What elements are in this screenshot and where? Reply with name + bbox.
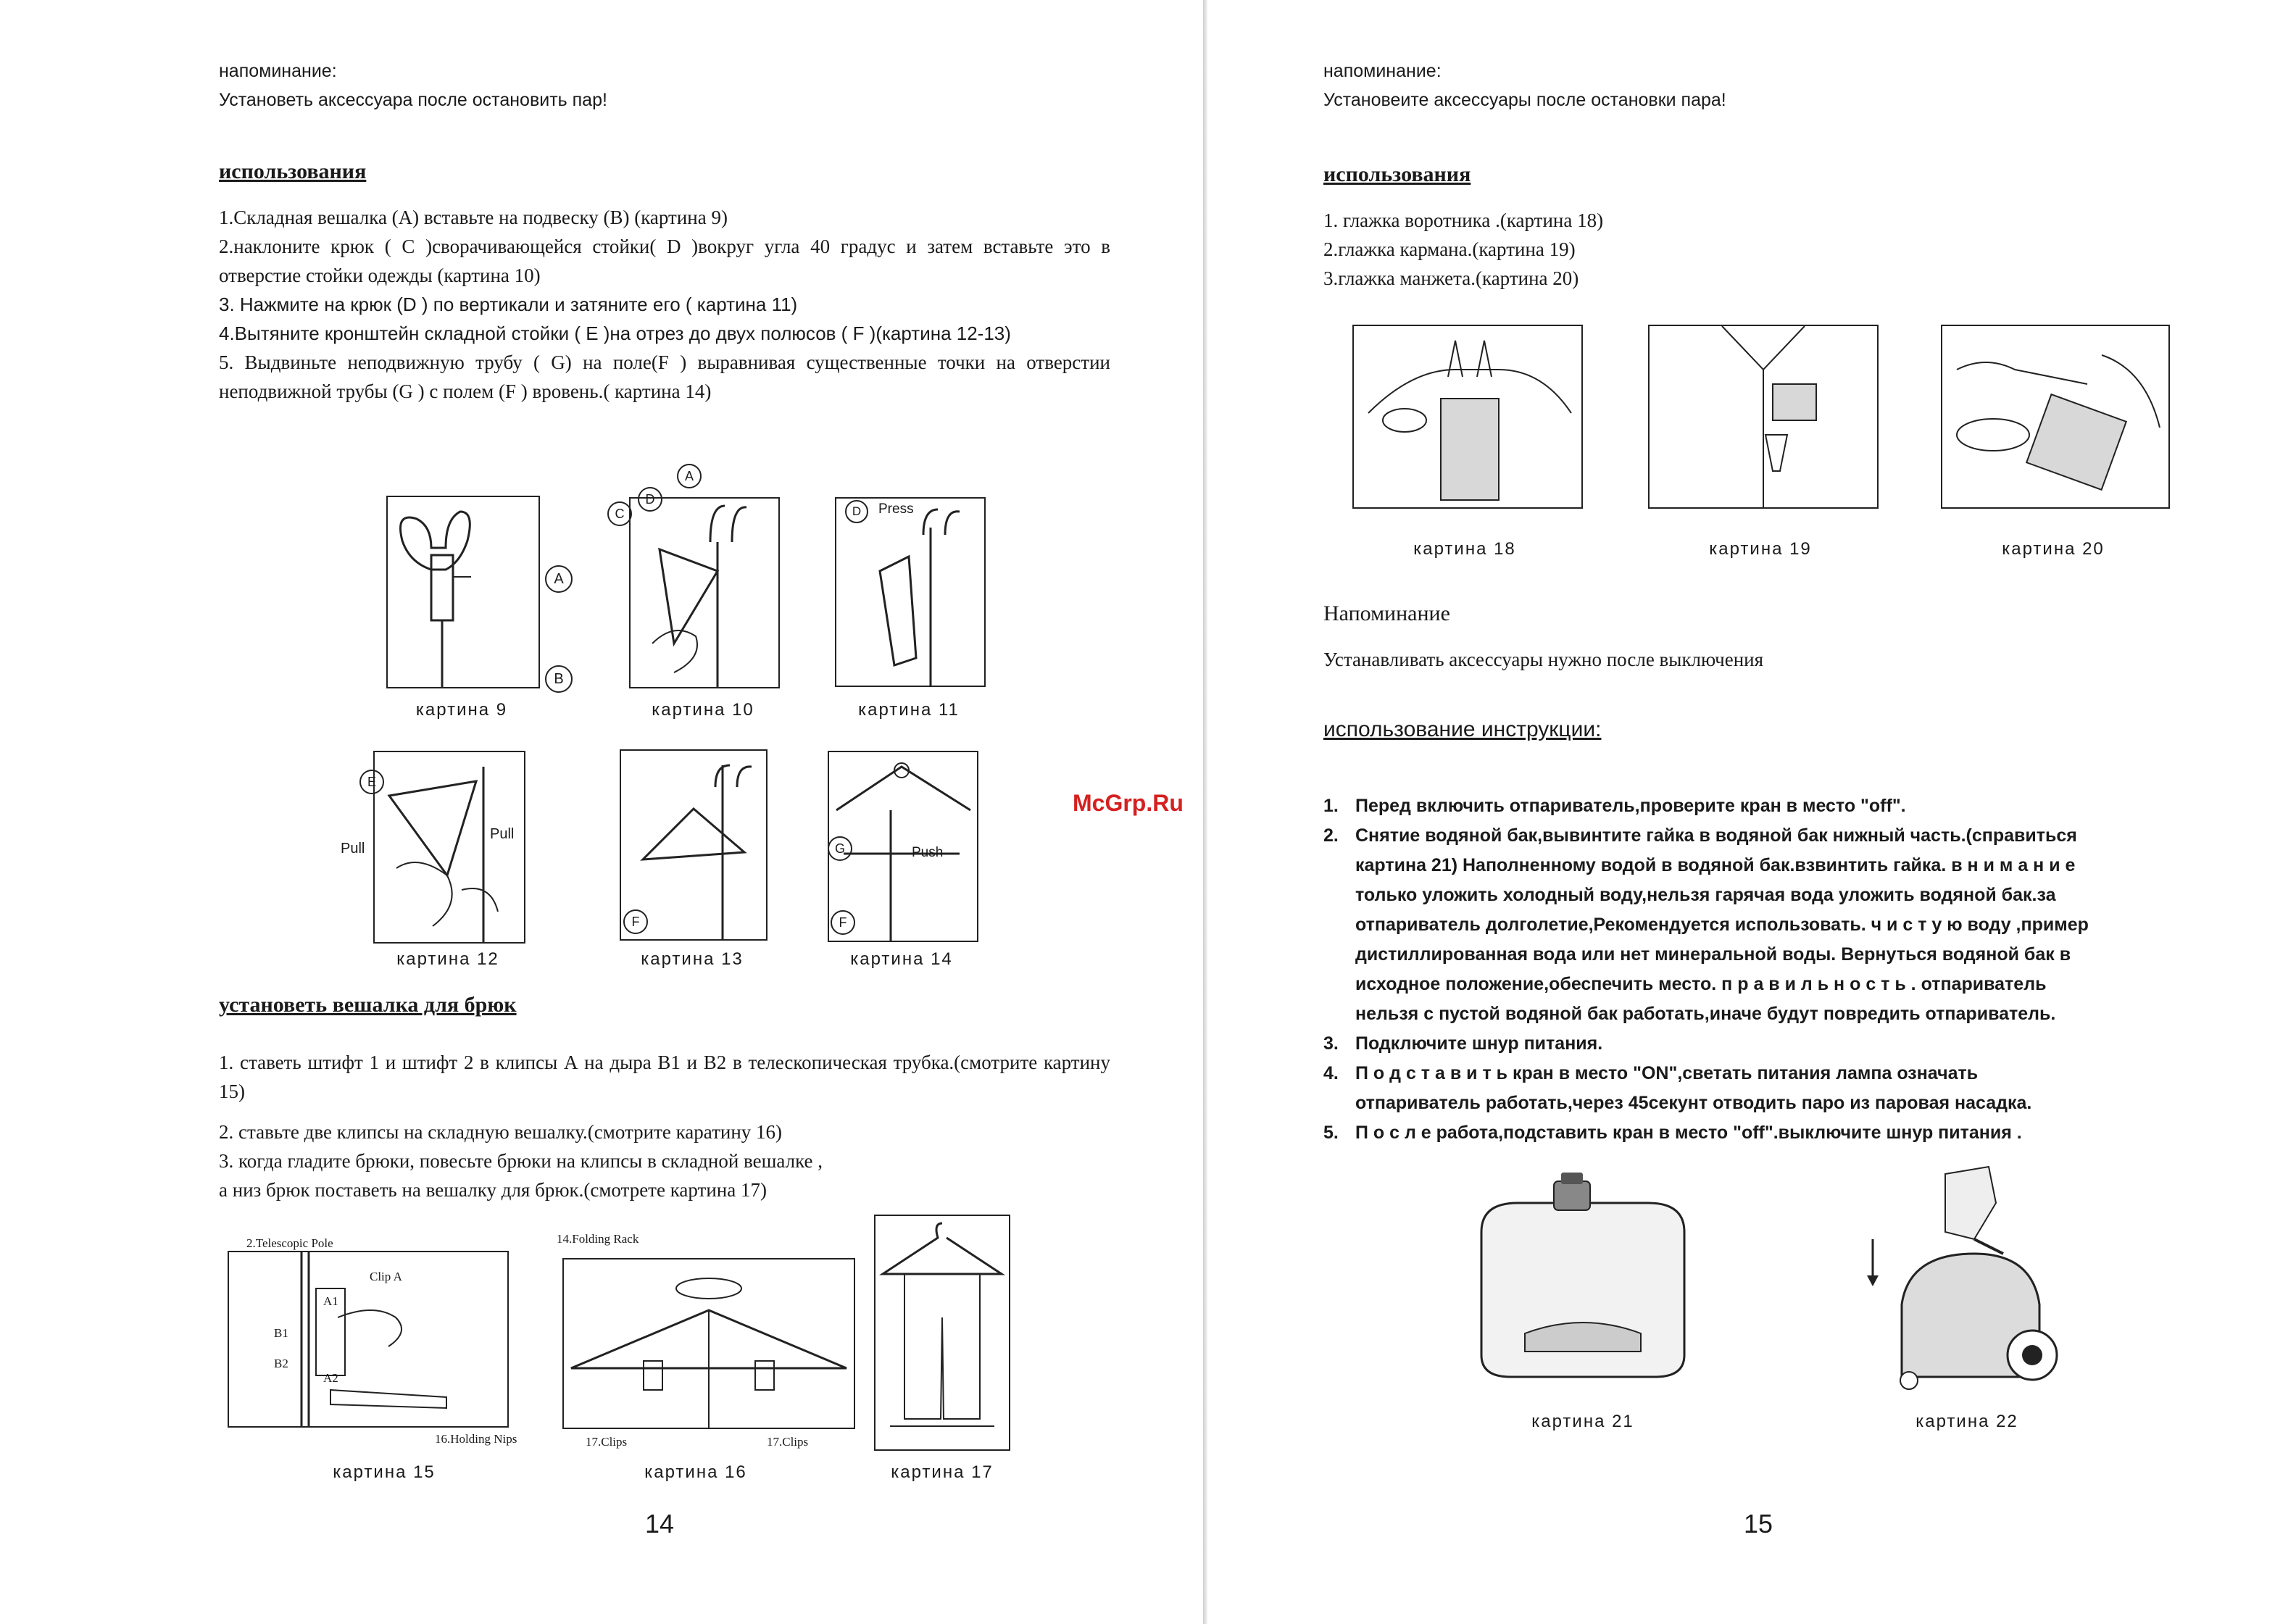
caption-fig11: картина 11: [858, 700, 960, 720]
left-steps: [219, 203, 1110, 406]
label-f-fig13: F: [623, 909, 648, 934]
instructions-list: [1323, 791, 2237, 1148]
left-step-5: 5. Выдвиньте неподвижную трубу ( G) на поле(F ) выравнивая существенные точки на отверстии неподвижной трубы (G ) с полем (F ) вровень.( картина 14): [219, 351, 1110, 402]
left-reminder: [219, 57, 871, 114]
label-holding-nips: 16.Holding Nips: [435, 1432, 517, 1446]
instruction-5: 5. П о с л е работа,подставить кран в место "off".выключите шнур питания .: [1323, 1123, 2022, 1143]
figure-22: [1829, 1159, 2090, 1399]
left-step-1: 1.Складная вешалка (А) вставьте на подвеску (В) (картина 9): [219, 207, 728, 228]
right-steps: [1323, 206, 1831, 293]
label-pull-right: Pull: [490, 826, 515, 842]
figure-12: [373, 751, 525, 944]
left-step-2: 2.наклоните крюк ( С )сворачивающейся стойки( D )вокруг угла 40 градус и затем вставьте это в отверстие стойки одежды (картина 10): [219, 236, 1110, 286]
folding-rack-clips-illustration: [564, 1259, 854, 1428]
label-d-fig10: D: [638, 487, 662, 512]
caption-fig14: картина 14: [850, 949, 953, 969]
label-e-fig12: E: [359, 770, 384, 794]
figure-17: [874, 1215, 1010, 1451]
left-reminder-title: напоминание:: [219, 61, 337, 81]
right-step-3: 3.глажка манжета.(картина 20): [1323, 267, 1579, 289]
right-usage-heading: использования: [1323, 162, 1471, 186]
label-clips-left: 17.Clips: [586, 1435, 628, 1449]
right-reminder-text: Установеите аксессуары после остановки пара!: [1323, 90, 1726, 110]
trousers-heading: установеть вешалка для брюк: [219, 993, 517, 1017]
label-d-fig11: D: [845, 500, 868, 523]
figure-16: [562, 1258, 855, 1429]
trousers-step-1: 1. ставеть штифт 1 и штифт 2 в клипсы А на дыра В1 и В2 в телескопическая трубка.(смотрите картину 15): [219, 1052, 1110, 1102]
water-tank-illustration: [1467, 1167, 1699, 1384]
trousers-step-2: 2. ставьте две клипсы на складную вешалку.(смотрите каратину 16): [219, 1121, 783, 1143]
label-a2: A2: [323, 1371, 338, 1385]
left-step-4: 4.Вытяните кронштейн складной стойки ( Е )на отрез до двух полюсов ( F )(картина 12-13): [219, 322, 1011, 344]
figure-15: [228, 1251, 509, 1428]
instruction-4: 4. П о д с т а в и т ь кран в место "ON",светать питания лампа означать отпариватель работать,через 45секунт отводить паро из паровая насадка.: [1323, 1063, 2032, 1113]
right-page: [1206, 0, 2296, 1624]
label-telescopic-pole: 2.Telescopic Pole: [246, 1236, 333, 1250]
caption-fig10: картина 10: [652, 700, 754, 720]
label-f-fig14: F: [831, 910, 855, 935]
trousers-steps-rest: [219, 1117, 1110, 1204]
caption-fig20: картина 20: [2002, 539, 2105, 559]
figure-11: [835, 497, 986, 687]
figure-21: [1467, 1167, 1699, 1384]
instruction-3: 3. Подключите шнур питания.: [1323, 1033, 1603, 1054]
figure-18: [1352, 325, 1583, 509]
figure-19: [1648, 325, 1879, 509]
label-a-fig9: A: [545, 565, 573, 593]
figure-20: [1941, 325, 2170, 509]
folded-rack-illustration: [621, 751, 766, 939]
collar-ironing-illustration: [1354, 326, 1581, 507]
label-a-fig10: A: [677, 464, 702, 488]
caption-fig16: картина 16: [644, 1462, 747, 1482]
instruction-2: 2. Снятие водяной бак,вывинтите гайка в водяной бак нижный часть.(справиться картина 21) Наполненному водой в водяной бак.взвинтить гайка. в н и м а н и е только уложить холодный воду,нельзя гарячая вода уложить водяной бак.за отпариватель долголетие,Рекомендуется использовать. ч и с т у ю воду ,пример дистиллированная вода или нет минеральной воды. Вернуться водяной бак в исходное положение,обеспечить место. п р а в и л ь н о с т ь . отпариватель нельзя с пустой водяной бак работать,иначе будут повредить отпариватель.: [1323, 825, 2089, 1024]
reminder2-text: Устанавливать аксессуары нужно после выключения: [1323, 649, 1764, 670]
instructions-heading: использование инструкции:: [1323, 717, 1602, 741]
figure-10: [629, 497, 780, 688]
instruction-1: 1. Перед включить отпариватель,проверите кран в место "off".: [1323, 796, 1906, 816]
trousers-on-hanger-illustration: [875, 1216, 1009, 1449]
label-pull-left: Pull: [341, 841, 365, 857]
label-push: Push: [912, 845, 944, 860]
label-folding-rack: 14.Folding Rack: [557, 1232, 639, 1246]
figure-9: [386, 496, 540, 688]
caption-fig21: картина 21: [1531, 1412, 1634, 1431]
telescopic-pole-clip-illustration: [229, 1252, 507, 1426]
label-press: Press: [878, 501, 914, 517]
label-clip-a: Clip A: [370, 1270, 402, 1283]
right-reminder-title: напоминание:: [1323, 61, 1442, 81]
label-b2: B2: [274, 1357, 288, 1370]
label-clips-right: 17.Clips: [767, 1435, 809, 1449]
label-a1: A1: [323, 1294, 338, 1308]
pocket-ironing-illustration: [1650, 326, 1877, 507]
label-c-fig10: C: [607, 501, 632, 526]
caption-fig9: картина 9: [415, 700, 508, 720]
steamer-illustration: [1829, 1159, 2090, 1399]
caption-fig12: картина 12: [396, 949, 499, 969]
caption-fig19: картина 19: [1709, 539, 1812, 559]
right-reminder: [1323, 57, 1976, 114]
cuff-ironing-illustration: [1942, 326, 2168, 507]
caption-fig18: картина 18: [1413, 539, 1516, 559]
reminder2-title: Напоминание: [1323, 601, 1450, 625]
page-number-left: 14: [645, 1509, 675, 1538]
label-b1: B1: [274, 1326, 288, 1340]
trousers-step-4: а низ брюк поставеть на вешалку для брюк.(смотрете картина 17): [219, 1179, 767, 1201]
caption-fig22: картина 22: [1916, 1412, 2018, 1431]
trousers-step-3: 3. когда гладите брюки, повесьте брюки на клипсы в складной вешалке ,: [219, 1150, 823, 1172]
pull-bracket-illustration: [375, 752, 524, 942]
caption-fig13: картина 13: [641, 949, 744, 969]
left-usage-heading: использования: [219, 159, 367, 183]
page-number-right: 15: [1744, 1509, 1773, 1538]
hook-insert-illustration: [631, 499, 778, 687]
label-b-fig9: B: [545, 665, 573, 693]
hanger-mount-illustration: [388, 497, 538, 687]
right-step-1: 1. глажка воротника .(картина 18): [1323, 209, 1604, 231]
left-reminder-text: Установеть аксессуара после остановить пар!: [219, 90, 607, 110]
left-step-3: 3. Нажмите на крюк (D ) по вертикали и затяните его ( картина 11): [219, 293, 798, 315]
label-g-fig14: G: [828, 836, 852, 861]
press-hook-illustration: [836, 499, 984, 686]
right-step-2: 2.глажка кармана.(картина 19): [1323, 238, 1576, 260]
caption-fig15: картина 15: [333, 1462, 436, 1482]
caption-fig17: картина 17: [891, 1462, 994, 1482]
watermark-logo: McGrp.Ru: [1073, 790, 1184, 816]
